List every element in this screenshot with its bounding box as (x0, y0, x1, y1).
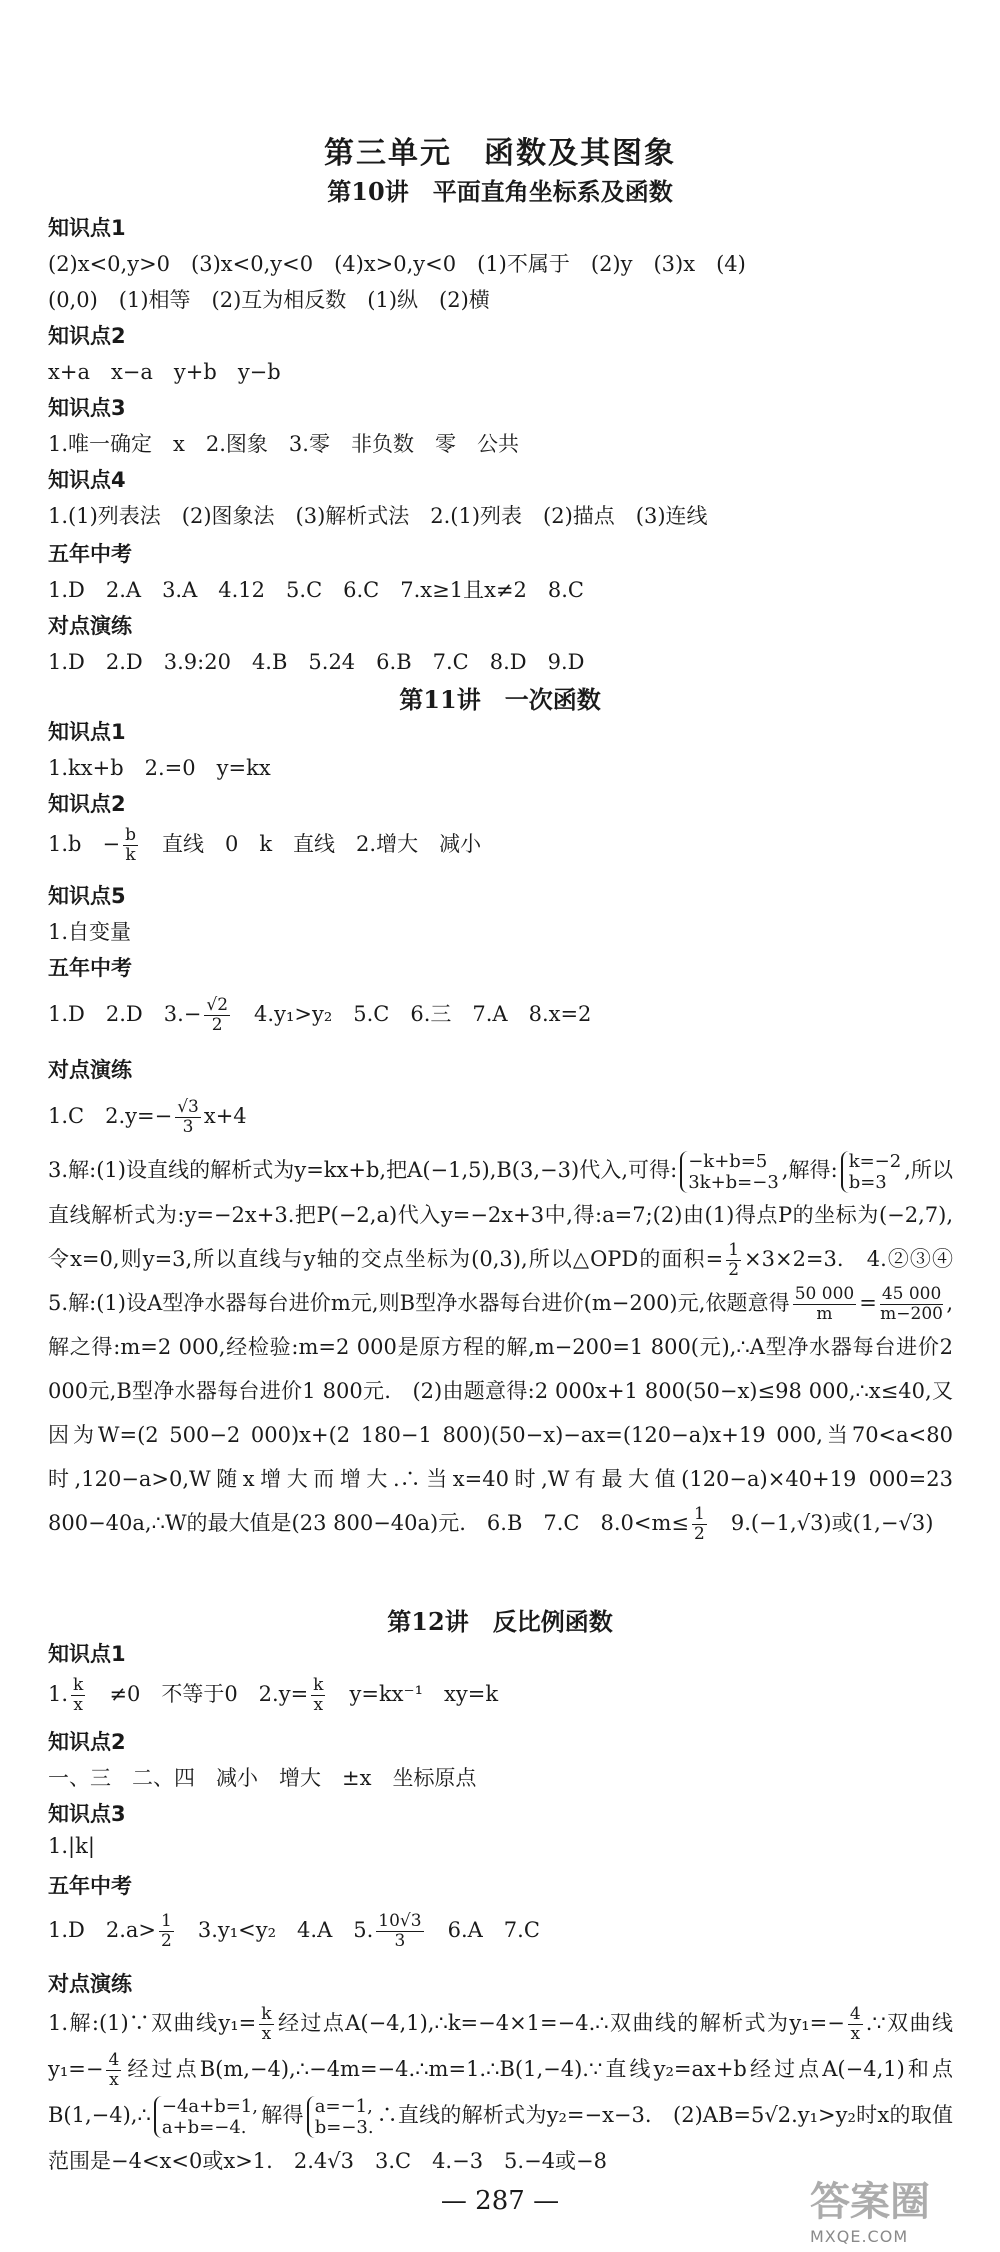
fraction: $\frac{k}{x}$ (261, 2004, 272, 2044)
fraction: $\frac{√3}{3}$ (177, 1097, 199, 1137)
l10-k2: x+a x−a y+b y−b (48, 360, 281, 384)
l11-k5: 1.自变量 (48, 920, 132, 944)
fraction: $\frac{4}{x}$ (108, 2050, 120, 2090)
label-dd: 对点演练 (48, 1972, 132, 1996)
fraction: $\frac{b}{k}$ (125, 825, 136, 865)
l10-dd: 1.D 2.D 3.9:20 4.B 5.24 6.B 7.C 8.D 9.D (48, 650, 585, 674)
label-k1: 知识点1 (48, 1642, 126, 1666)
l11-problem-3-5: 3.解:(1)设直线的解析式为y=kx+b,把A(−1,5),B(3,−3)代入,可得: −k+b=5 3k+b=−3 ,解得: k=−2 b=3 ,所以直线解析式为:y=−2x+3.把P(−2,a)代入y=−2x+3中,得:a=7;(2)由(1)得点P的坐标为(−2,7),令x=0,则y=3,所以直线与y轴的交点坐标为(0,3),所以△OPD的面积= $\frac{1}{2}$ ×3×2=3. 4.②③④ 5.解:(1)设A型净水器每台进价m元,则B型净水器每台进价(m−200)元,依题意得 $\frac{50 000}{m}$ = $\frac{45 000}{m-200}$ ,解之得:m=2 000,经检验:m=2 000是原方程的解,m−200=1 800(元),∴A型净水器每台进价2 000元,B型净水器每台进价1 800元. (2)由题意得:2 000x+1 800(50−x)≤98 000,∴x≤40,又因为W=(2 500−2 000)x+(2 180−1 800)(50−x)−ax=(120−a)x+19 000,当70<a<80时,120−a>0,W随x增大而增大.∴当x=40时,W有最大值(120−a)×40+19 000=23 800−40a,∴W的最大值是(23 800−40a)元. 6.B 7.C 8.0<m≤ $\frac{1}{2}$ 9.(−1,√3)或(1,−√3) (48, 1150, 974, 1544)
label-wn: 五年中考 (48, 956, 132, 980)
equation-solution: k=−2 b=3 (841, 1151, 902, 1193)
fraction: $\frac{4}{x}$ (849, 2004, 861, 2044)
label-wn: 五年中考 (48, 1874, 132, 1898)
l10-wn: 1.D 2.A 3.A 4.12 5.C 6.C 7.x≥1且x≠2 8.C (48, 578, 584, 602)
l11-dd-line1: 1.C 2.y=− $\frac{√3}{3}$ x+4 (48, 1097, 247, 1137)
l12-problem-1-5: 1.解:(1)∵双曲线y₁= $\frac{k}{x}$ 经过点A(−4,1),∴k=−4×1=−4.∴双曲线的解析式为y₁=− $\frac{4}{x}$ .∵双曲线y₁=− $\frac{4}{x}$ 经过点B(m,−4),∴−4m=−4.∴m=1.∴B(1,−4).∵直线y₂=ax+b经过点A(−4,1)和点B(1,−4),∴ −4a+b=1, a+b=−4. 解得 a=−1, b=−3. ∴直线的解析式为y₂=−x−3. (2)AB=5√2.y₁>y₂时x的取值范围是−4<x<0或x>1. 2.4√3 3.C 4.−3 5.−4或−8 (48, 2004, 954, 2173)
label-k2: 知识点2 (48, 324, 126, 348)
l10-k1-line2: (0,0) (1)相等 (2)互为相反数 (1)纵 (2)横 (48, 288, 490, 312)
l10-k1-line1: (2)x<0,y>0 (3)x<0,y<0 (4)x>0,y<0 (1)不属于 (2)y (3)x (4) (48, 252, 746, 276)
l12-k2: 一、三 二、四 减小 增大 ±x 坐标原点 (48, 1766, 477, 1790)
l12-k3: 1.|k| (48, 1834, 95, 1858)
fraction: $\frac{50 000}{m}$ (794, 1283, 855, 1324)
fraction: $\frac{√2}{2}$ (206, 995, 229, 1035)
lesson-10-title: 第10讲 平面直角坐标系及函数 (327, 177, 673, 206)
label-k2: 知识点2 (48, 1730, 126, 1754)
label-k1: 知识点1 (48, 216, 126, 240)
label-k4: 知识点4 (48, 468, 126, 492)
l12-k1: 1. $\frac{k}{x}$ ≠0 不等于0 2.y= $\frac{k}{x}$ y=kx⁻¹ xy=k (48, 1675, 499, 1715)
fraction: $\frac{10√3}{3}$ (378, 1911, 422, 1951)
fraction: $\frac{k}{x}$ (313, 1675, 324, 1715)
label-k3: 知识点3 (48, 396, 126, 420)
l10-k3: 1.唯一确定 x 2.图象 3.零 非负数 零 公共 (48, 432, 519, 456)
fraction: $\frac{k}{x}$ (73, 1675, 84, 1715)
equation-system: −4a+b=1, a+b=−4. (154, 2096, 258, 2138)
unit-title: 第三单元 函数及其图象 (324, 136, 676, 171)
page-number: — 287 — (440, 2186, 560, 2216)
label-dd: 对点演练 (48, 614, 132, 638)
watermark-logo: 答案圈 MXQE.COM (810, 2179, 930, 2246)
fraction: $\frac{1}{2}$ (161, 1911, 172, 1951)
label-k2: 知识点2 (48, 792, 126, 816)
equation-solution: a=−1, b=−3. (307, 2096, 374, 2138)
l11-k1: 1.kx+b 2.=0 y=kx (48, 756, 271, 780)
label-k5: 知识点5 (48, 884, 126, 908)
equation-system: −k+b=5 3k+b=−3 (680, 1151, 779, 1193)
label-k1: 知识点1 (48, 720, 126, 744)
label-dd: 对点演练 (48, 1058, 132, 1082)
l12-wn: 1.D 2.a> $\frac{1}{2}$ 3.y₁<y₂ 4.A 5. $\frac{10√3}{3}$ 6.A 7.C (48, 1911, 540, 1951)
label-k3: 知识点3 (48, 1802, 126, 1826)
l10-k4: 1.(1)列表法 (2)图象法 (3)解析式法 2.(1)列表 (2)描点 (3)连线 (48, 504, 708, 528)
lesson-11-title: 第11讲 一次函数 (399, 685, 601, 714)
l11-k2: 1.b − $\frac{b}{k}$ 直线 0 k 直线 2.增大 减小 (48, 825, 482, 865)
l11-wn: 1.D 2.D 3.− $\frac{√2}{2}$ 4.y₁>y₂ 5.C 6.三 7.A 8.x=2 (48, 995, 592, 1035)
fraction: $\frac{1}{2}$ (694, 1503, 705, 1544)
label-wn: 五年中考 (48, 542, 132, 566)
fraction: $\frac{1}{2}$ (728, 1239, 740, 1280)
fraction: $\frac{45 000}{m-200}$ (880, 1283, 943, 1324)
lesson-12-title: 第12讲 反比例函数 (387, 1607, 613, 1636)
